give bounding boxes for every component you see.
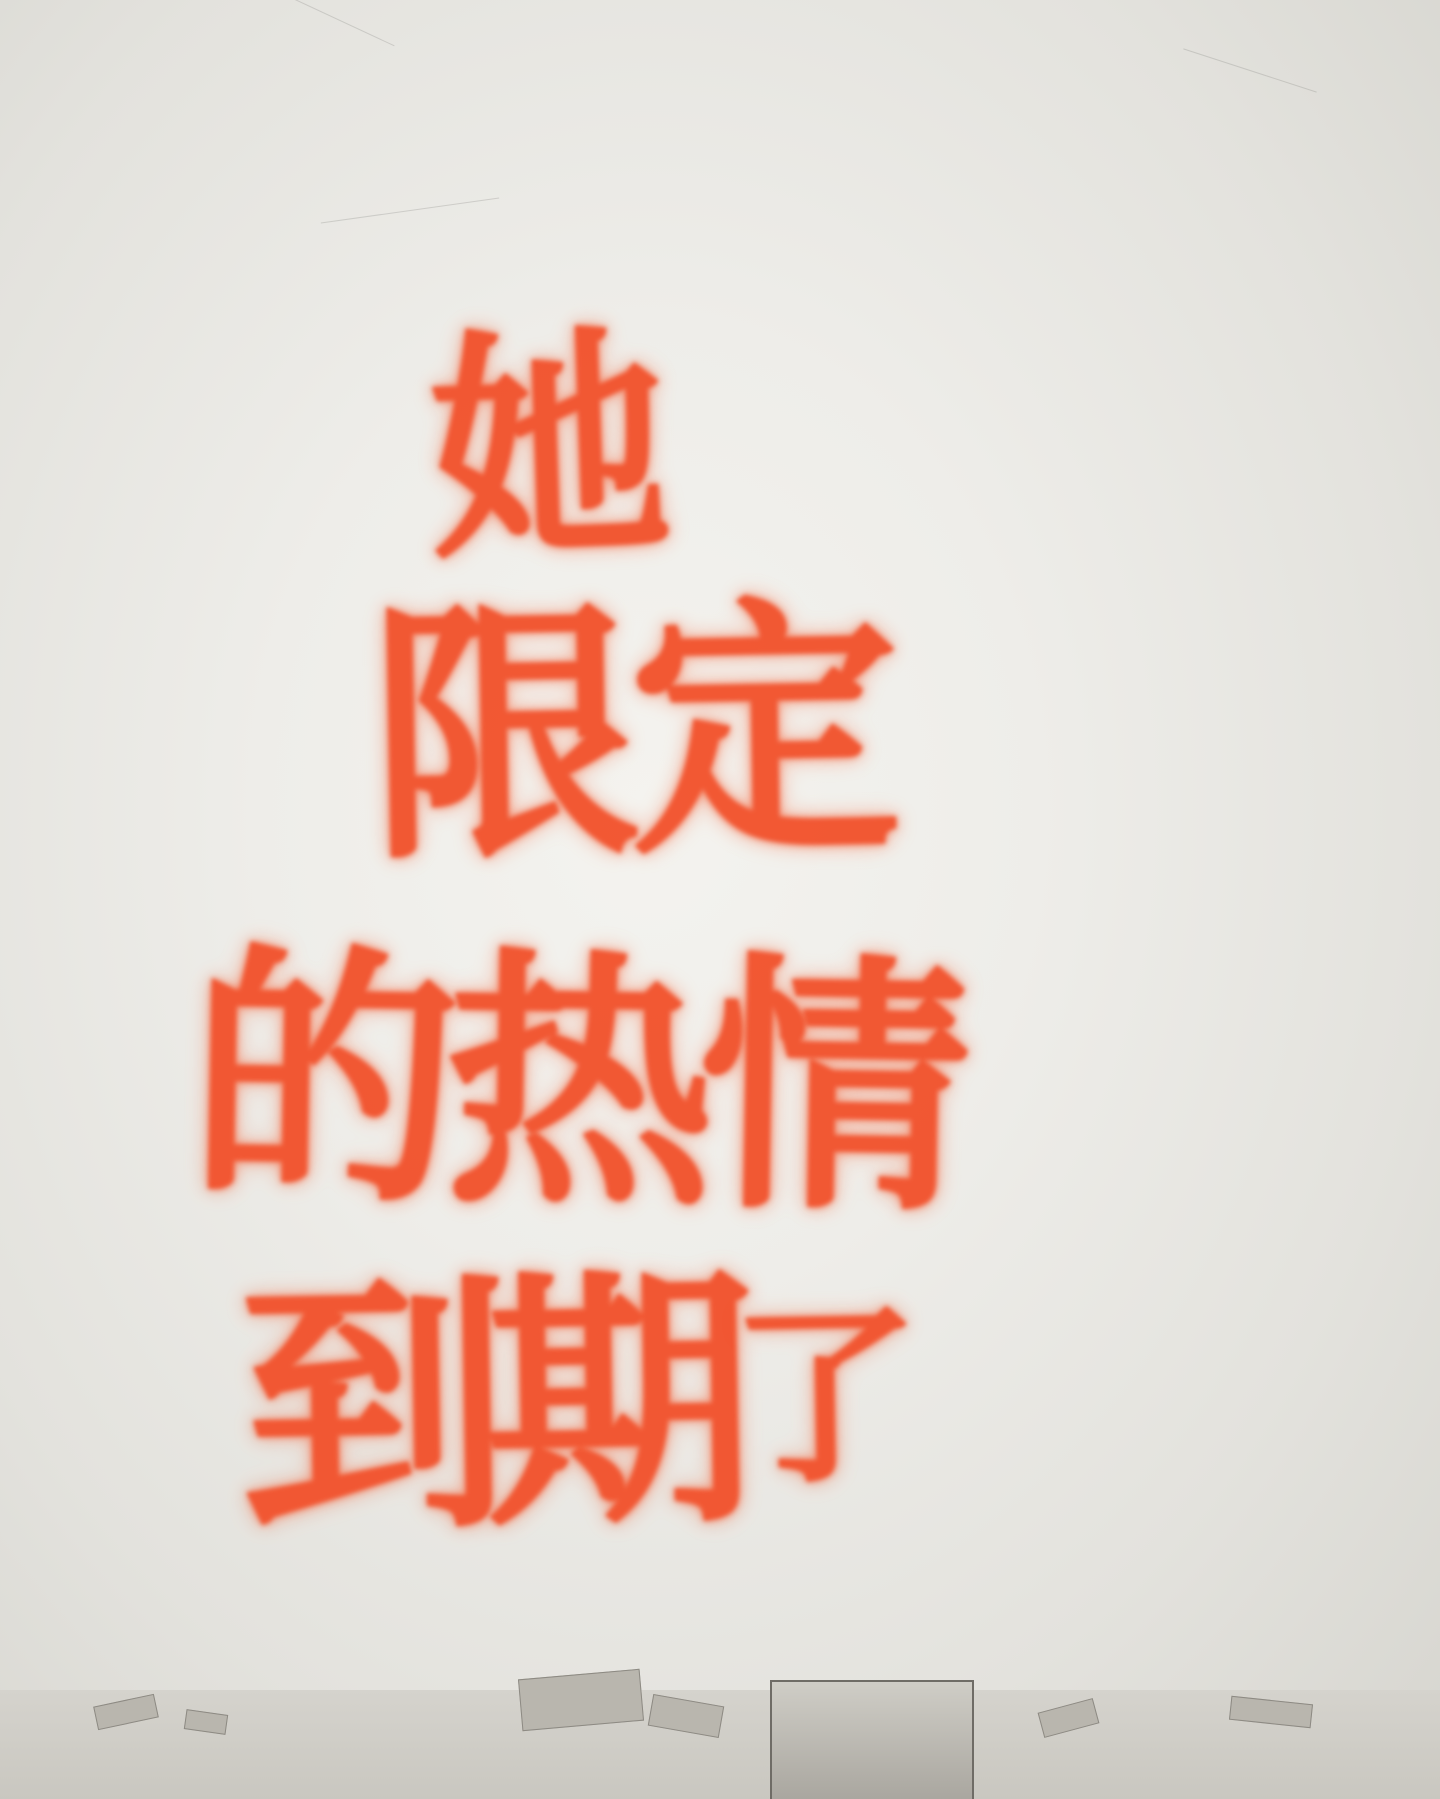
graffiti-text: 她 <box>425 306 645 594</box>
plaster-chip <box>518 1669 644 1731</box>
debris-box <box>770 1680 974 1799</box>
graffiti-line-3 <box>187 920 958 1249</box>
graffiti-text: 到期 <box>237 1244 733 1568</box>
graffiti-line-4 <box>237 1244 898 1568</box>
graffiti-text: 限定 <box>367 572 893 897</box>
wall-crack <box>285 0 394 46</box>
wall-crack <box>321 197 499 223</box>
graffiti-line-2 <box>367 572 893 897</box>
graffiti-line-1 <box>425 306 645 594</box>
graffiti-text: 了 <box>728 1286 897 1511</box>
wall-crack <box>1183 48 1316 92</box>
graffiti-text: 的热情 <box>187 920 958 1249</box>
